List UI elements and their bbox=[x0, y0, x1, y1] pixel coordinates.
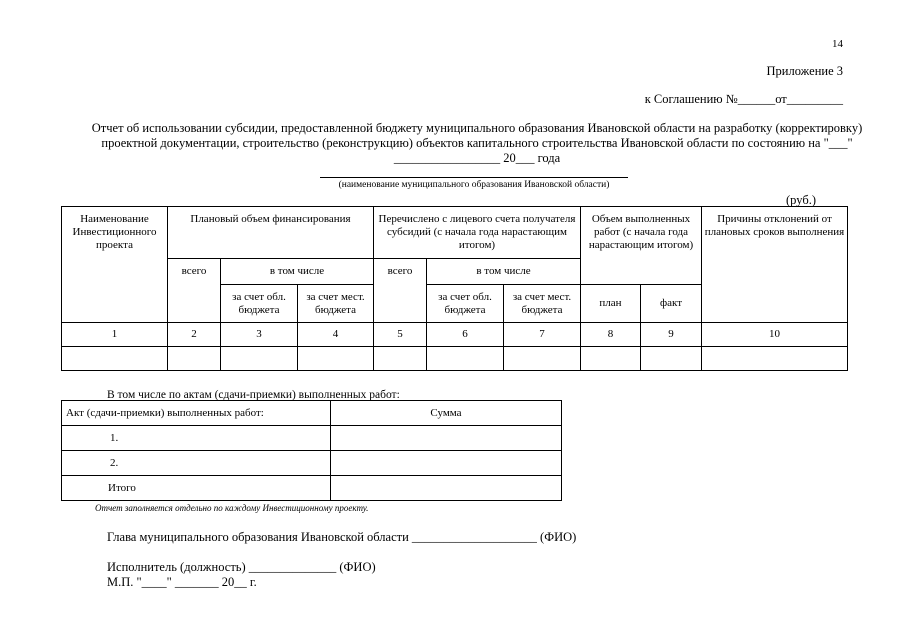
header-total-planned: всего bbox=[168, 259, 221, 323]
acts-row-label: 2. bbox=[62, 451, 331, 476]
table-row bbox=[62, 451, 562, 476]
fill-note: Отчет заполняется отдельно по каждому Инвестиционному проекту. bbox=[95, 503, 369, 513]
column-number: 3 bbox=[221, 323, 298, 347]
column-number: 10 bbox=[702, 323, 848, 347]
municipality-underline bbox=[320, 177, 628, 178]
header-local-budget-transferred: за счет мест. бюджета bbox=[504, 285, 581, 323]
header-plan: план bbox=[581, 285, 641, 323]
column-number: 6 bbox=[427, 323, 504, 347]
header-completed-volume: Объем выполненных работ (с начала года нарастающим итогом) bbox=[581, 207, 702, 285]
municipality-caption: (наименование муниципального образования Ивановской области) bbox=[338, 180, 610, 190]
header-transferred: Перечислено с лицевого счета получателя субсидий (с начала года нарастающим итогом) bbox=[374, 207, 581, 259]
acts-row-label: 1. bbox=[62, 426, 331, 451]
head-signature-line: Глава муниципального образования Ивановской области ____________________ (ФИО) bbox=[107, 530, 577, 544]
executor-signature-line: Исполнитель (должность) ______________ (ФИО) bbox=[107, 560, 376, 574]
acts-heading: В том числе по актам (сдачи-приемки) выполненных работ: bbox=[107, 389, 400, 401]
header-regional-budget-transferred: за счет обл. бюджета bbox=[427, 285, 504, 323]
report-title: Отчет об использовании субсидии, предоставленной бюджету муниципального образования Ивановской области на разработку (корректировку) проектной документации, строительство (реконструкцию) объектов капитального строительства Ивановской области по состоянию на "___" _________________ 20___ года bbox=[91, 121, 863, 165]
appendix-label: Приложение 3 bbox=[766, 64, 843, 78]
empty-cell[interactable] bbox=[702, 347, 848, 371]
header-project-name: Наименование Инвестиционного проекта bbox=[62, 207, 168, 323]
empty-cell[interactable] bbox=[374, 347, 427, 371]
page-number: 14 bbox=[832, 38, 843, 50]
header-fact: факт bbox=[641, 285, 702, 323]
column-number: 5 bbox=[374, 323, 427, 347]
acts-table bbox=[61, 400, 562, 501]
empty-cell[interactable] bbox=[331, 476, 562, 501]
empty-cell[interactable] bbox=[298, 347, 374, 371]
header-including-planned: в том числе bbox=[221, 259, 374, 285]
empty-cell[interactable] bbox=[331, 451, 562, 476]
table-row bbox=[62, 347, 848, 371]
agreement-line: к Соглашению №______от_________ bbox=[644, 92, 843, 106]
header-planned-financing: Плановый объем финансирования bbox=[168, 207, 374, 259]
acts-total-label: Итого bbox=[62, 476, 331, 501]
column-number: 4 bbox=[298, 323, 374, 347]
currency-unit: (руб.) bbox=[786, 193, 816, 207]
table-row bbox=[62, 426, 562, 451]
column-number: 2 bbox=[168, 323, 221, 347]
empty-cell[interactable] bbox=[168, 347, 221, 371]
header-including-transferred: в том числе bbox=[427, 259, 581, 285]
acts-header-sum: Сумма bbox=[331, 401, 562, 426]
acts-header-act: Акт (сдачи-приемки) выполненных работ: bbox=[62, 401, 331, 426]
empty-cell[interactable] bbox=[331, 426, 562, 451]
empty-cell[interactable] bbox=[427, 347, 504, 371]
empty-cell[interactable] bbox=[62, 347, 168, 371]
header-local-budget-planned: за счет мест. бюджета bbox=[298, 285, 374, 323]
table-row bbox=[62, 476, 562, 501]
header-deviation-reasons: Причины отклонений от плановых сроков выполнения bbox=[702, 207, 848, 323]
column-number: 8 bbox=[581, 323, 641, 347]
column-number: 7 bbox=[504, 323, 581, 347]
column-number: 1 bbox=[62, 323, 168, 347]
subsidy-report-table bbox=[61, 206, 848, 371]
empty-cell[interactable] bbox=[641, 347, 702, 371]
empty-cell[interactable] bbox=[221, 347, 298, 371]
header-total-transferred: всего bbox=[374, 259, 427, 323]
stamp-date-line: М.П. "____" _______ 20__ г. bbox=[107, 575, 257, 589]
header-regional-budget-planned: за счет обл. бюджета bbox=[221, 285, 298, 323]
empty-cell[interactable] bbox=[581, 347, 641, 371]
empty-cell[interactable] bbox=[504, 347, 581, 371]
column-number: 9 bbox=[641, 323, 702, 347]
